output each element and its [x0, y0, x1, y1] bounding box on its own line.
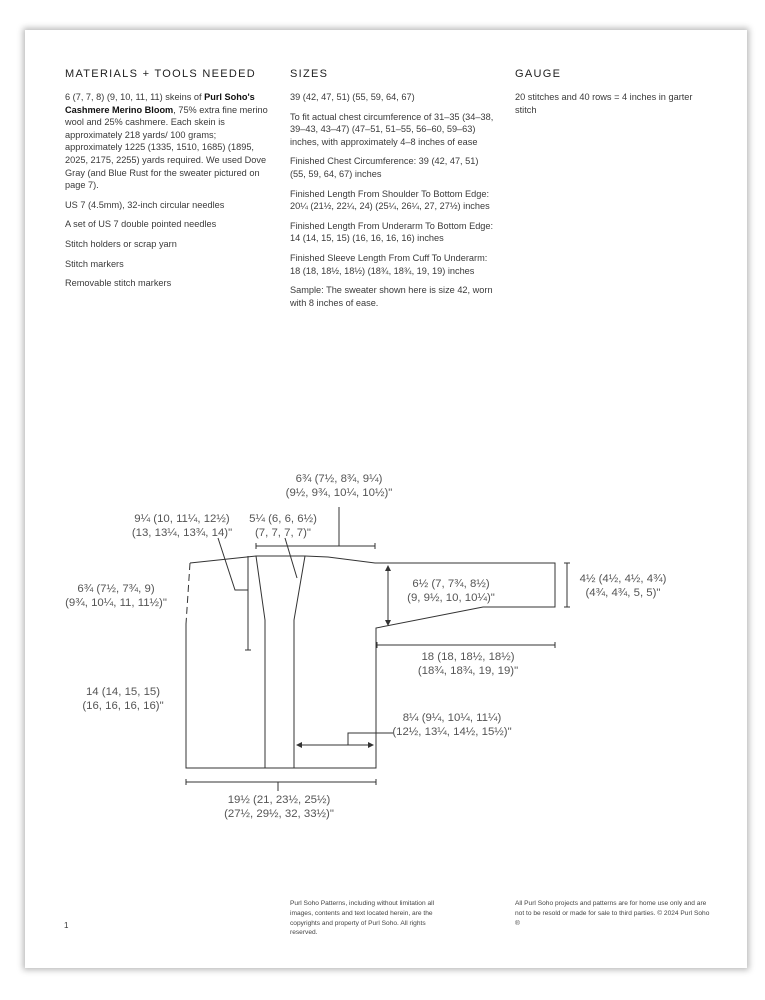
- copyright-notice: Purl Soho Patterns, including without limitation all images, contents and text located herein, are the copyrights and property of Purl Soho. All rights reserved.: [290, 900, 435, 937]
- cuff-label: (4¾, 4¾, 5, 5)": [585, 587, 661, 599]
- usage-notice: All Purl Soho projects and patterns are for home use only and are not to be resold or made for sale to third parties. © 2024 Purl Soho ®: [515, 900, 710, 927]
- sleeve-length-label: 18 (18, 18½, 18½): [421, 651, 515, 663]
- sizes-paragraph: Finished Length From Shoulder To Bottom Edge: 20¼ (21½, 22¼, 24) (25¼, 26¼, 27, 27½) inches: [290, 188, 490, 212]
- material-item: Stitch markers: [65, 258, 124, 269]
- sizes-paragraph: Finished Sleeve Length From Cuff To Underarm: 18 (18, 18½, 18½) (18¾, 18¾, 19, 19) inches: [290, 252, 488, 276]
- sleeve-top-label: (9, 9½, 10, 10¼)": [407, 592, 495, 604]
- body-length-label: 14 (14, 15, 15): [85, 686, 161, 698]
- yarn-brand: Purl Soho's Cashmere Merino Bloom: [65, 92, 255, 115]
- gauge-section: [515, 68, 700, 123]
- page-number: 1: [64, 921, 69, 930]
- front-band-label: (7, 7, 7, 7)": [255, 527, 311, 539]
- sizes-paragraph: To fit actual chest circumference of 31–35 (34–38, 39–43, 43–47) (47–51, 51–55, 56–60, 59–63) inches, with approximately 4–8 inches of ease: [290, 111, 494, 147]
- shoulder-underarm-label: (9¾, 10¼, 11, 11½)": [65, 597, 167, 609]
- neck-depth-label: (13, 13¼, 13¾, 14)": [131, 527, 233, 539]
- body-length-label: (16, 16, 16, 16)": [82, 700, 164, 712]
- front-width-label: 8¼ (9¼, 10¼, 11¼): [402, 712, 502, 724]
- sizes-paragraph: Finished Chest Circumference: 39 (42, 47, 51) (55, 59, 64, 67) inches: [290, 156, 479, 179]
- yarn-text-post: , 75% extra fine merino wool and 25% cashmere. Each skein is approximately 218 yards/ 100 grams; approximately 1225 (1335, 1510, 1685) (1895, 2025, 2175, 2255) yards required. We used Dove Gray (and Blue Rust for the sweater pictured on page 7).: [65, 104, 268, 191]
- bottom-width-label: 19½ (21, 23½, 25½): [227, 794, 331, 806]
- bottom-width-label: (27½, 29½, 32, 33½)": [224, 808, 334, 820]
- top-width-label: (9½, 9¾, 10¼, 10½)": [285, 487, 393, 499]
- sizes-paragraph: 39 (42, 47, 51) (55, 59, 64, 67): [290, 92, 415, 102]
- top-width-label: 6¾ (7½, 8¾, 9¼): [295, 473, 383, 485]
- sizes-section: [290, 68, 495, 316]
- yarn-text-pre: 6 (7, 7, 8) (9, 10, 11, 11) skeins of: [65, 92, 205, 102]
- shoulder-underarm-label: 6¾ (7½, 7¾, 9): [77, 583, 155, 595]
- sizes-paragraph: Finished Length From Underarm To Bottom Edge: 14 (14, 15, 15) (16, 16, 16, 16) inches: [290, 220, 494, 244]
- material-item: US 7 (4.5mm), 32-inch circular needles: [65, 199, 225, 210]
- front-width-label: (12½, 13¼, 14½, 15½)": [392, 726, 512, 738]
- sizes-heading: SIZES: [290, 68, 329, 80]
- sizes-paragraph: Sample: The sweater shown here is size 42, worn with 8 inches of ease.: [290, 285, 493, 308]
- material-item: Removable stitch markers: [65, 278, 172, 289]
- materials-heading: MATERIALS + TOOLS NEEDED: [65, 68, 257, 80]
- sleeve-top-label: 6½ (7, 7¾, 8½): [412, 578, 490, 590]
- neck-depth-label: 9¼ (10, 11¼, 12½): [134, 513, 230, 525]
- gauge-text: 20 stitches and 40 rows = 4 inches in garter stitch: [515, 92, 693, 115]
- yarn-paragraph: [65, 91, 270, 192]
- sleeve-length-label: (18¾, 18¾, 19, 19)": [417, 665, 519, 677]
- front-band-label: 5¼ (6, 6, 6½): [249, 513, 317, 525]
- cuff-label: 4½ (4½, 4½, 4¾): [579, 573, 667, 585]
- material-item: Stitch holders or scrap yarn: [65, 238, 177, 249]
- materials-section: [65, 68, 270, 297]
- material-item: A set of US 7 double pointed needles: [65, 219, 217, 230]
- gauge-heading: GAUGE: [515, 68, 562, 80]
